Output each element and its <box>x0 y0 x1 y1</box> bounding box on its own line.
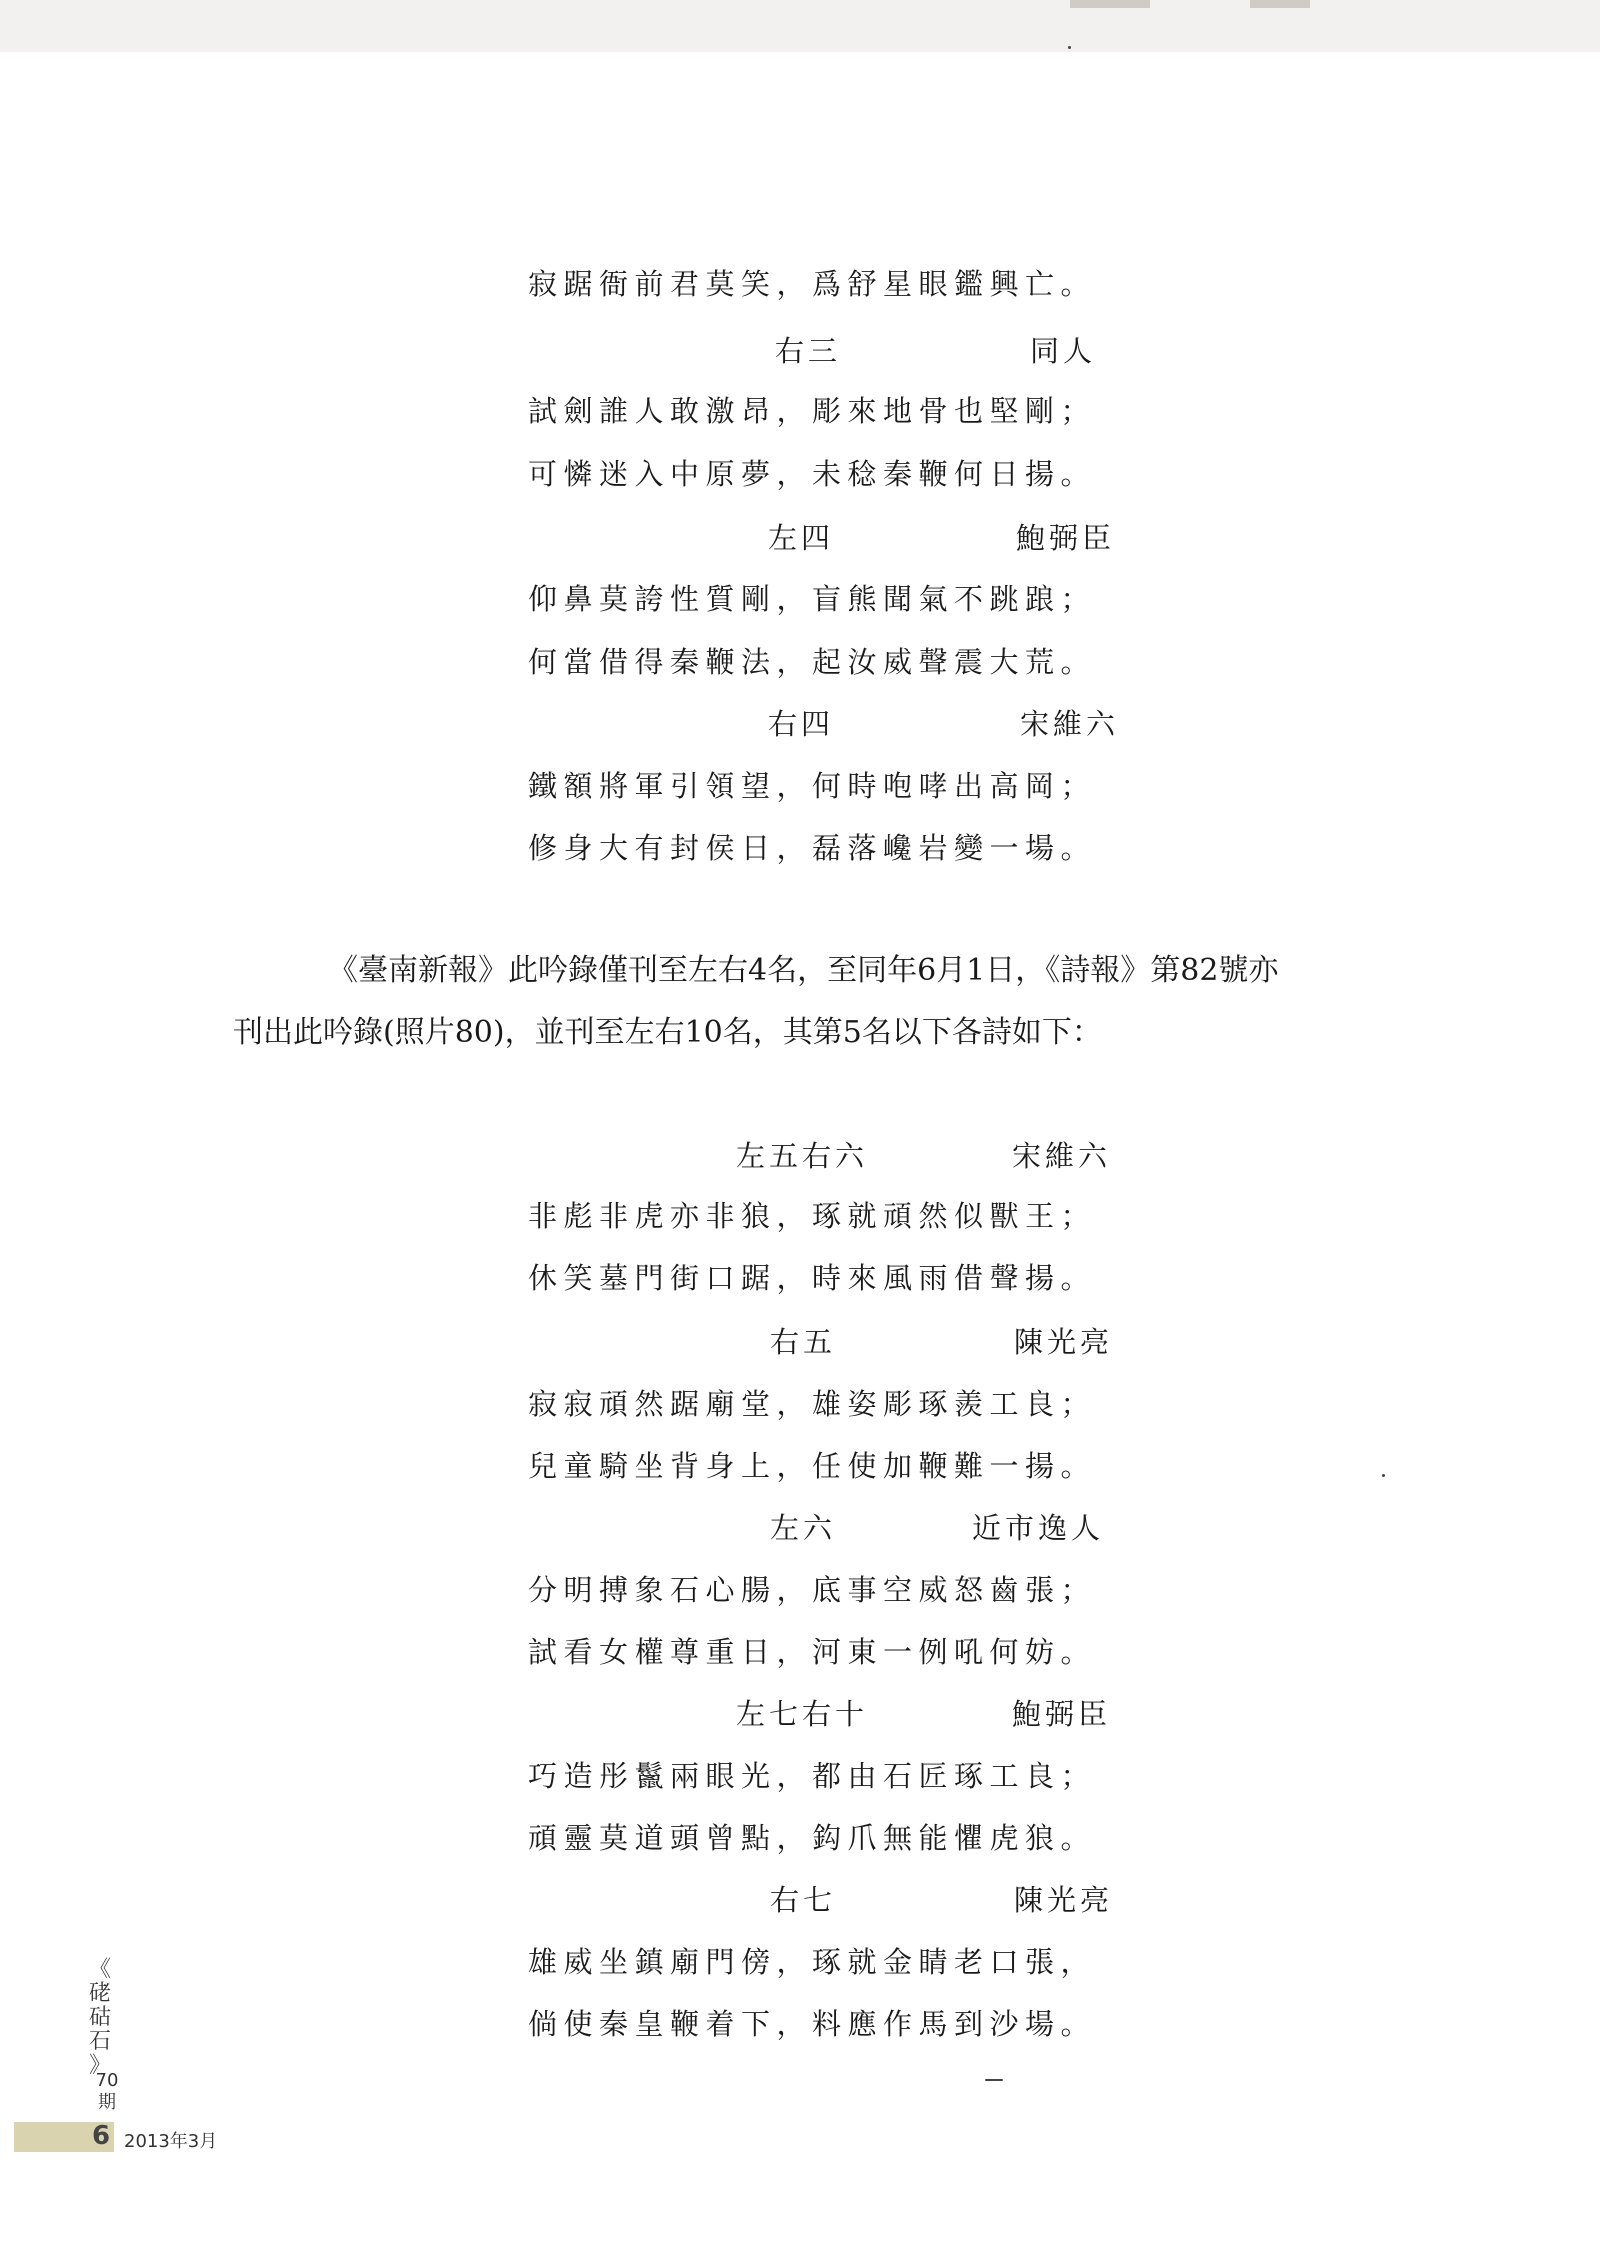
rank-label: 右三 <box>775 334 842 368</box>
poem-line: 非彪非虎亦非狼，琢就頑然似獸王； <box>528 1199 1097 1233</box>
scan-speck <box>1382 1474 1385 1477</box>
rank-label: 右四 <box>768 707 835 741</box>
prose-line: 刊出此吟錄(照片80)，並刊至左右10名，其第5名以下各詩如下： <box>233 1015 1102 1050</box>
poem-line: 分明搏象石心腸，底事空威怒齒張； <box>528 1573 1097 1607</box>
poem-line: 休笑墓門街口踞，時來風雨借聲揚。 <box>528 1261 1097 1295</box>
scan-edge <box>0 0 1600 52</box>
rank-label: 左六 <box>770 1511 837 1545</box>
poem-line: 可憐迷入中原夢，未稔秦鞭何日揚。 <box>528 457 1097 491</box>
rank-label: 左四 <box>768 521 835 555</box>
rank-label: 左七右十 <box>736 1697 869 1731</box>
author-name: 宋維六 <box>1012 1139 1112 1173</box>
author-name: 宋維六 <box>1020 707 1120 741</box>
poem-line: 頑靈莫道頭曾點，鈎爪無能懼虎狼。 <box>528 1821 1097 1855</box>
author-name: 陳光亮 <box>1014 1325 1114 1359</box>
rank-label: 左五右六 <box>736 1139 869 1173</box>
issue-date: 2013年3月 <box>124 2131 218 2152</box>
poem-line: 寂踞衙前君莫笑，爲舒星眼鑑興亡。 <box>528 267 1097 301</box>
journal-title-char: 硓 <box>88 1981 111 2006</box>
scan-mark <box>1250 0 1310 8</box>
issue-number: 70期 <box>95 2070 119 2113</box>
author-name: 鮑弼臣 <box>1016 521 1116 555</box>
poem-line: 兒童騎坐背身上，任使加鞭難一揚。 <box>528 1449 1097 1483</box>
poem-line: 巧造彤鬣兩眼光，都由石匠琢工良； <box>528 1759 1097 1793</box>
rank-label: 右七 <box>770 1883 837 1917</box>
poem-line: 何當借得秦鞭法，起汝威聲震大荒。 <box>528 645 1097 679</box>
scan-speck <box>1068 46 1071 49</box>
author-name: 陳光亮 <box>1014 1883 1114 1917</box>
poem-line: 試劍誰人敢激昂，彫來地骨也堅剛； <box>528 394 1097 428</box>
poem-line: 仰鼻莫誇性質剛，盲熊聞氣不跳踉； <box>528 582 1097 616</box>
rank-label: 右五 <box>770 1325 837 1359</box>
author-name: 鮑弼臣 <box>1012 1697 1112 1731</box>
scan-speck <box>985 2079 1003 2081</box>
scan-mark <box>1070 0 1150 8</box>
poem-line: 試看女權尊重日，河東一例吼何妨。 <box>528 1635 1097 1669</box>
author-name: 同人 <box>1030 334 1097 368</box>
journal-title-char: 》 <box>88 2053 111 2078</box>
poem-line: 雄威坐鎮廟門傍，琢就金睛老口張， <box>528 1945 1097 1979</box>
poem-line: 倘使秦皇鞭着下，料應作馬到沙場。 <box>528 2007 1097 2041</box>
journal-title-char: 《 <box>88 1957 111 1982</box>
journal-title <box>85 1958 115 2078</box>
page-number: 6 <box>92 2121 111 2151</box>
journal-title-char: 石 <box>88 2029 111 2054</box>
poem-line: 寂寂頑然踞廟堂，雄姿彫琢羨工良； <box>528 1387 1097 1421</box>
author-name: 近市逸人 <box>972 1511 1105 1545</box>
prose-line: 《臺南新報》此吟錄僅刊至左右4名，至同年6月1日，《詩報》第82號亦 <box>328 953 1279 988</box>
journal-title-char: 𥑮 <box>88 2005 111 2030</box>
poem-line: 修身大有封侯日，磊落巉岩變一場。 <box>528 831 1097 865</box>
poem-line: 鐵額將軍引領望，何時咆哮出高岡； <box>528 769 1097 803</box>
